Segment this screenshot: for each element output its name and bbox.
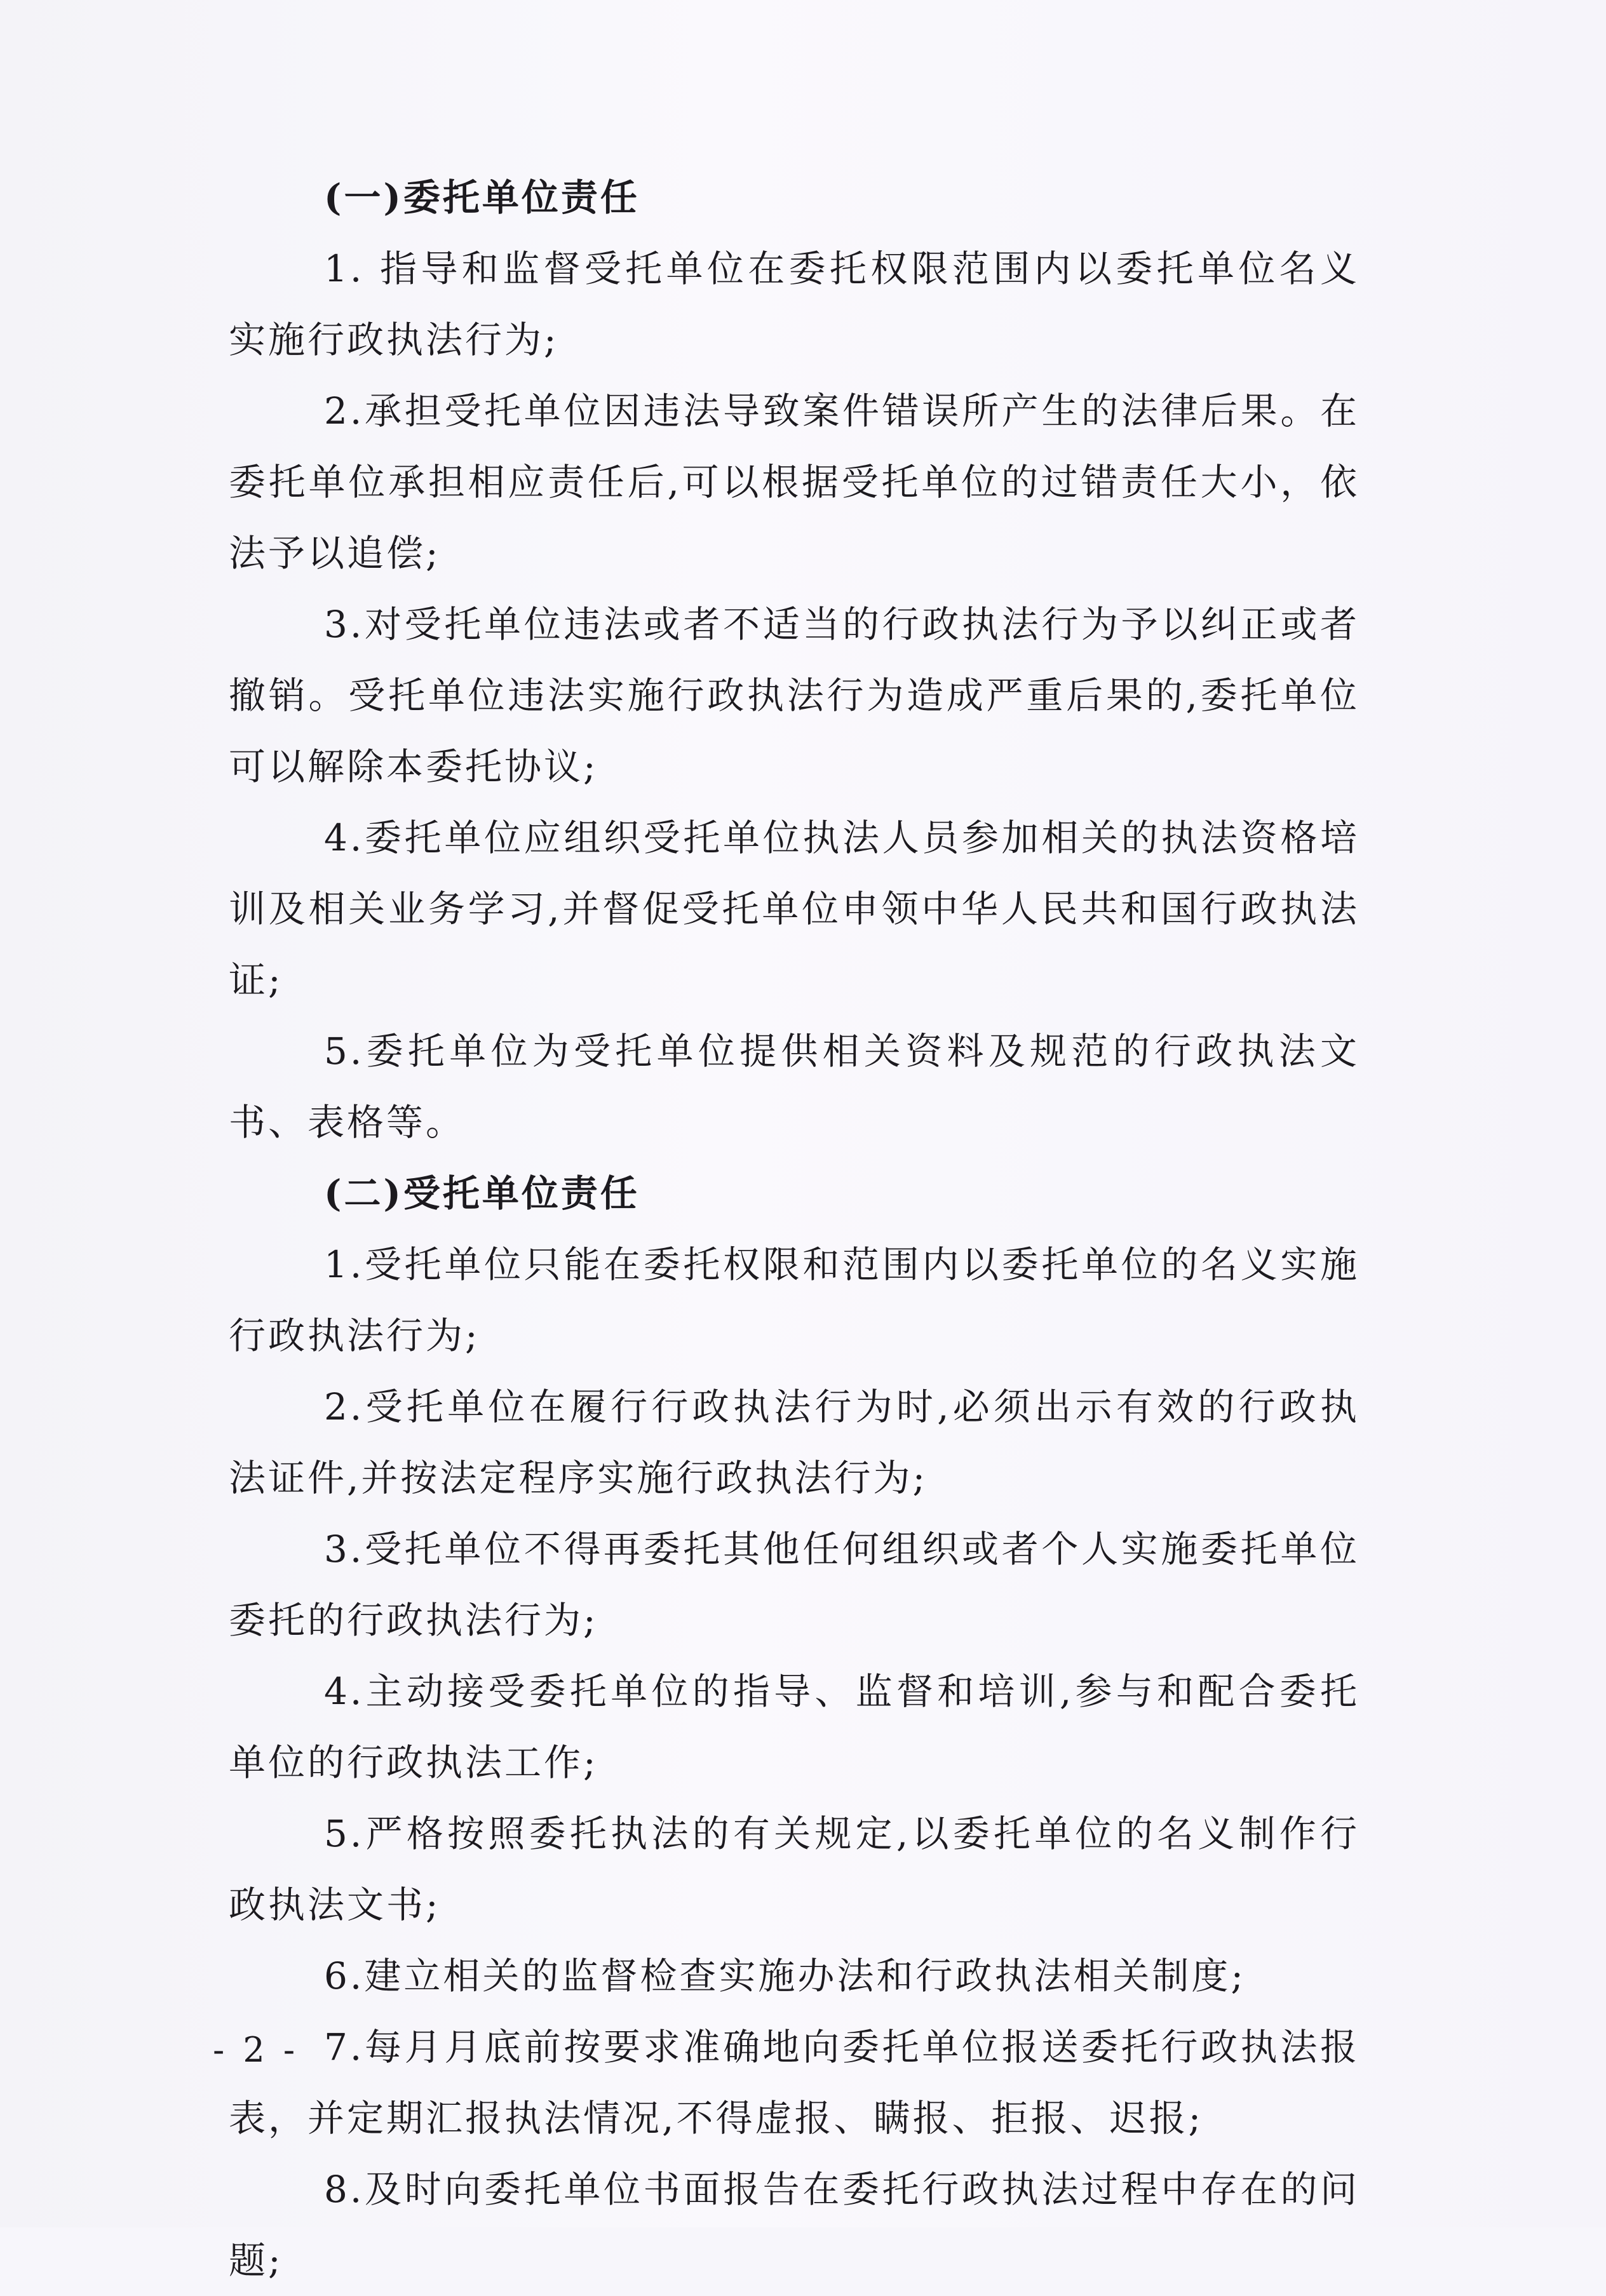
clause-1-1: 1. 指导和监督受托单位在委托权限范围内以委托单位名义实施行政执法行为; [229, 247, 1360, 361]
clause-2-4: 4.主动接受委托单位的指导、监督和培训,参与和配合委托单位的行政执法工作; [229, 1670, 1360, 1784]
clause-2-1: 1.受托单位只能在委托权限和范围内以委托单位的名义实施行政执法行为; [229, 1243, 1360, 1357]
clause-2-8: 8.及时向委托单位书面报告在委托行政执法过程中存在的问题; [229, 2168, 1360, 2282]
clause-2-2: 2.受托单位在履行行政执法行为时,必须出示有效的行政执法证件,并按法定程序实施行政执法行为; [229, 1385, 1360, 1500]
clause-1-4: 4.委托单位应组织受托单位执法人员参加相关的执法资格培训及相关业务学习,并督促受托单位申领中华人民共和国行政执法证; [229, 816, 1360, 1002]
clause-2-7: 7.每月月底前按要求准确地向委托单位报送委托行政执法报表，并定期汇报执法情况,不得虚报、瞒报、拒报、迟报; [229, 2025, 1360, 2140]
page-number: - 2 - [213, 2030, 299, 2070]
section-heading-2: (二)受托单位责任 [324, 1172, 640, 1215]
clause-2-6: 6.建立相关的监督检查实施办法和行政执法相关制度; [324, 1954, 1246, 1997]
clause-1-3: 3.对受托单位违法或者不适当的行政执法行为予以纠正或者撤销。受托单位违法实施行政执法行为造成严重后果的,委托单位可以解除本委托协议; [229, 603, 1360, 788]
clause-2-3: 3.受托单位不得再委托其他任何组织或者个人实施委托单位委托的行政执法行为; [229, 1527, 1360, 1642]
clause-2-5: 5.严格按照委托执法的有关规定,以委托单位的名义制作行政执法文书; [229, 1812, 1360, 1926]
clause-1-2: 2.承担受托单位因违法导致案件错误所产生的法律后果。在委托单位承担相应责任后,可以根据受托单位的过错责任大小，依法予以追偿; [229, 389, 1360, 575]
section-heading-1: (一)委托单位责任 [324, 176, 640, 219]
document-body [229, 162, 1360, 2296]
clause-1-5: 5.委托单位为受托单位提供相关资料及规范的行政执法文书、表格等。 [229, 1030, 1360, 1144]
